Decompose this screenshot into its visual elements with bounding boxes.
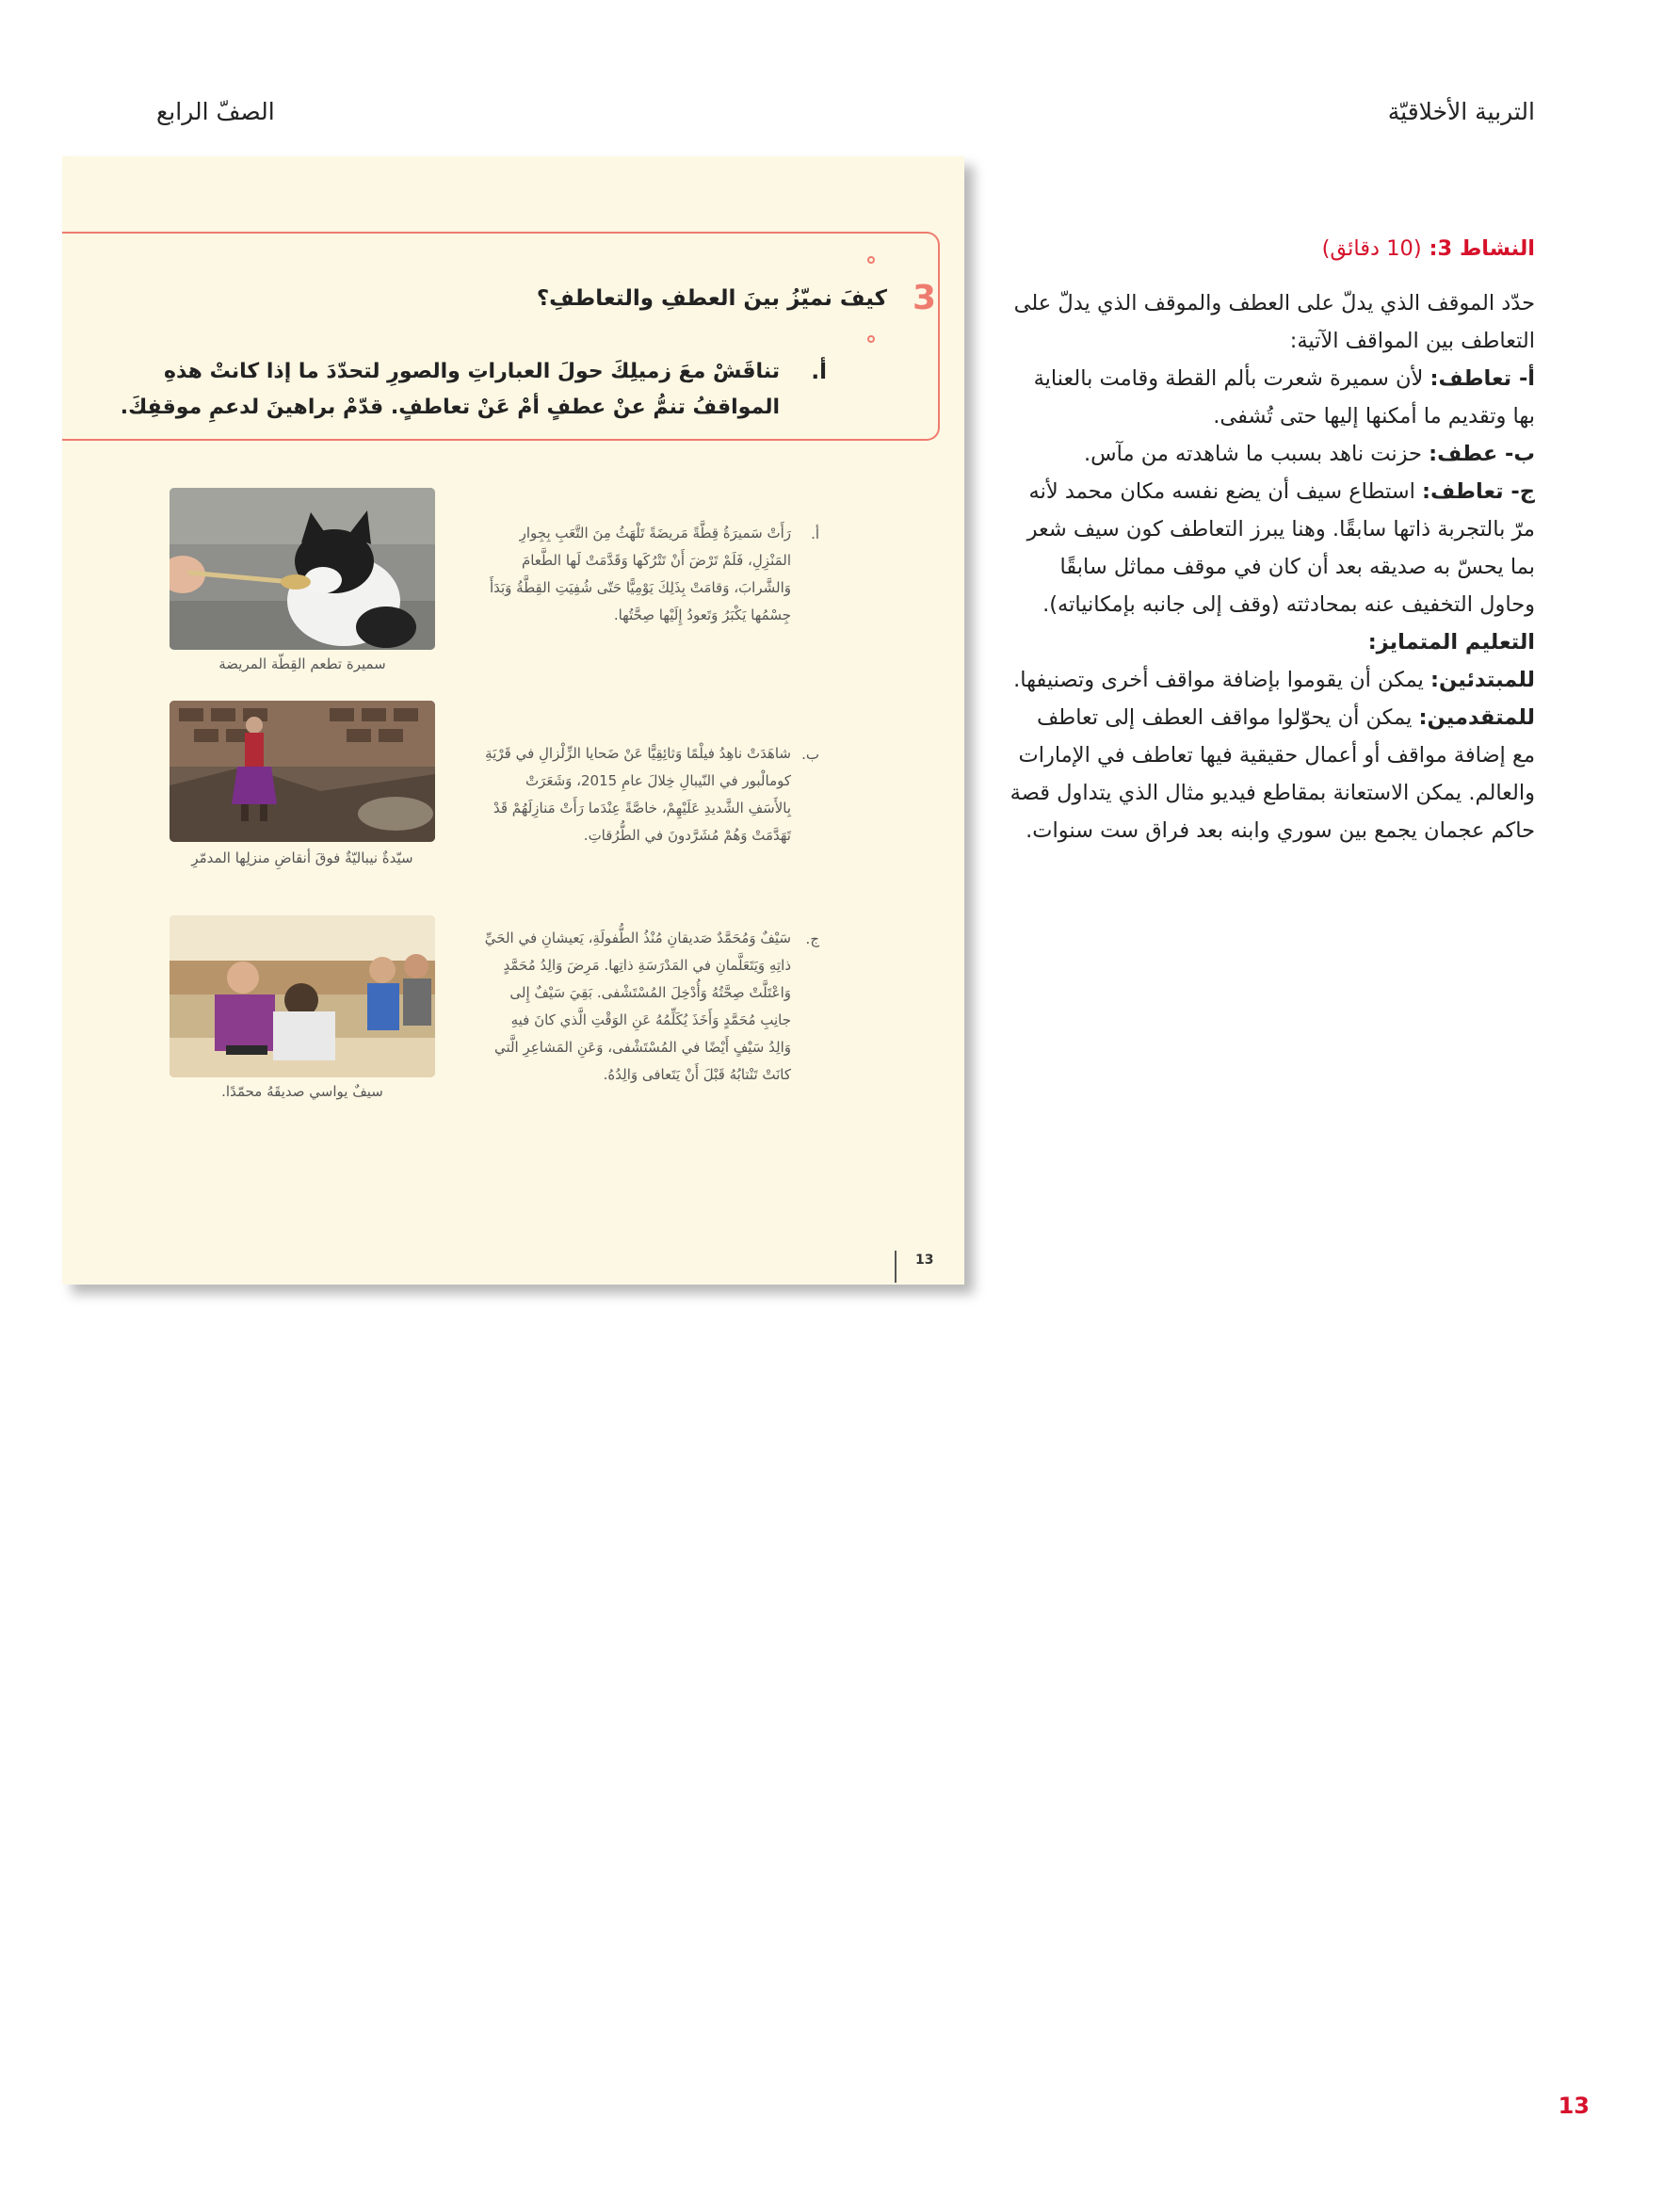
beginners-label: للمبتدئين: bbox=[1430, 668, 1535, 692]
item-b-letter: ب. bbox=[801, 746, 819, 763]
answer-a bbox=[1008, 360, 1535, 435]
answer-c-text: استطاع سيف أن يضع نفسه مكان محمد لأنه مرّ بالتجربة ذاتها سابقًا. وهنا يبرز التعاطف كون سيف شعر بما يحسّ به صديقه بعد أن كان في موقف مماثل سابقًا وحاول التخفيف عنه بمحادثته (وقف إلى جانبه بإمكانياته). bbox=[1026, 479, 1535, 617]
cat-feeding-photo bbox=[170, 488, 435, 650]
beginners-text: يمكن أن يقوموا بإضافة مواقف أخرى وتصنيفها. bbox=[1013, 668, 1424, 692]
header-subject: التربية الأخلاقيّة bbox=[1387, 98, 1535, 125]
question-number: 3 bbox=[912, 279, 936, 317]
item-a-caption: سميرة تطعم القِطّة المريضة bbox=[218, 655, 386, 672]
question-part-text: تناقَشْ معَ زميلِكَ حولَ العباراتِ والصورِ لتحدّدَ ما إذا كانتْ هذهِ المواقفُ تنمُّ عنْ عطفٍ أمْ عَنْ تعاطفٍ. قدّمْ براهينَ لدعمِ موقفِكَ. bbox=[120, 360, 780, 419]
teacher-notes bbox=[1008, 230, 1535, 849]
question-part-letter: أ. bbox=[811, 360, 827, 384]
advanced-text: يمكن أن يحوّلوا مواقف العطف إلى تعاطف مع إضافة مواقف أو أعمال حقيقية فيها تعاطف في الإمارات والعالم. يمكن الاستعانة بمقاطع فيديو مثال الذي يتداول قصة حاكم عجمان يجمع بين سوري وابنه بعد فراق ست سنوات. bbox=[1010, 705, 1535, 843]
activity-duration: (10 دقائق) bbox=[1321, 236, 1422, 261]
answer-a-text: لأن سميرة شعرت بألم القطة وقامت بالعناية بها وتقديم ما أمكنها إليها حتى تُشفى. bbox=[1033, 366, 1535, 428]
earthquake-photo bbox=[170, 701, 435, 842]
inner-page-number: 13 bbox=[915, 1253, 934, 1268]
frame-dot-top bbox=[867, 256, 875, 264]
answer-b bbox=[1008, 435, 1535, 473]
item-b-caption: سيّدةٌ نيباليّةٌ فوقَ أنقاضِ منزلِها المدمّرِ bbox=[191, 849, 413, 866]
inner-page-separator bbox=[895, 1251, 897, 1283]
advanced-note bbox=[1008, 699, 1535, 849]
advanced-label: للمتقدمين: bbox=[1418, 705, 1535, 730]
friends-photo bbox=[170, 915, 435, 1077]
answer-c-label: ج- تعاطف: bbox=[1422, 479, 1535, 504]
answer-a-label: أ- تعاطف: bbox=[1430, 366, 1535, 391]
item-b-text: شاهَدَتْ ناهِدُ فيلْمًا وَثائِقِيًّا عَنْ ضَحايا الزِّلْزالِ في قَرْيَةِ كومالْبور في النّيبالِ خِلالَ عامِ 2015، وَشَعَرَتْ بِالأَسَفِ الشَّديدِ عَلَيْهِمْ، خاصَّةً عِنْدَما رَأَتْ مَنازِلَهُمْ قَدْ تَهَدَّمَتْ وَهُمْ مُشَرَّدونَ في الطُّرُقاتِ. bbox=[485, 745, 791, 844]
cat-feeding-illustration bbox=[170, 488, 435, 650]
student-book-page bbox=[62, 156, 964, 1285]
friends-illustration bbox=[170, 915, 435, 1077]
item-c-caption: سيفٌ يواسي صديقَهُ محمّدًا. bbox=[221, 1083, 383, 1100]
answer-b-text: حزنت ناهد بسبب ما شاهدته من مآس. bbox=[1084, 442, 1422, 466]
item-c-text: سَيْفٌ وَمُحَمَّدٌ صَديقانِ مُنْذُ الطُّفولَةِ، يَعيشانِ في الحَيِّ ذاتِهِ وَيَتَعَلَّمانِ في المَدْرَسَةِ ذاتِها. مَرِضَ وَالِدُ مُحَمَّدٍ وَاعْتَلَّتْ صِحَّتُهُ وَأُدْخِلَ المُسْتَشْفى. بَقِيَ سَيْفٌ إِلى جانِبِ مُحَمَّدٍ وَأَخَذَ يُكَلِّمُهُ عَنِ الوَقْتِ الَّذي كانَ فيهِ وَالِدُ سَيْفٍ أَيْضًا في المُسْتَشْفى، وَعَنِ المَشاعِرِ الَّتي كانَتْ تَنْتابُهُ قَبْلَ أَنْ يَتَعافى وَالِدُهُ. bbox=[484, 930, 791, 1083]
page-number: 13 bbox=[1558, 2093, 1590, 2119]
header-grade: الصفّ الرابع bbox=[156, 98, 275, 125]
item-c-letter: ج. bbox=[805, 930, 819, 947]
question-title: كيفَ نميّزُ بينَ العطفِ والتعاطفِ؟ bbox=[536, 286, 887, 311]
answer-b-label: ب- عطف: bbox=[1429, 442, 1535, 466]
activity-intro: حدّد الموقف الذي يدلّ على العطف والموقف الذي يدلّ على التعاطف بين المواقف الآتية: bbox=[1013, 291, 1535, 353]
activity-title bbox=[1008, 230, 1535, 267]
earthquake-illustration bbox=[170, 701, 435, 842]
answer-c bbox=[1008, 473, 1535, 623]
frame-dot-bottom bbox=[867, 335, 875, 343]
item-a-text: رَأَتْ سَميرَةُ قِطَّةً مَريضَةً تَلْهَثُ مِنَ التَّعَبِ بِجِوارِ المَنْزِلِ، فَلَمْ تَرْضَ أَنْ تَتْرُكَها وَقَدَّمَتْ لَها الطَّعامَ وَالشَّرابَ، وَقامَتْ بِذَلِكَ يَوْمِيًّا حَتّى شُفِيَتِ القِطَّةُ وَبَدَأَ جِسْمُها يَكْبَرُ وَتَعودُ إِلَيْها صِحَّتُها. bbox=[489, 525, 791, 623]
beginners-note bbox=[1008, 661, 1535, 699]
activity-title-label: النشاط 3: bbox=[1429, 236, 1535, 261]
item-a-letter: أ. bbox=[811, 525, 819, 542]
differentiated-heading: التعليم المتمايز: bbox=[1367, 630, 1535, 655]
